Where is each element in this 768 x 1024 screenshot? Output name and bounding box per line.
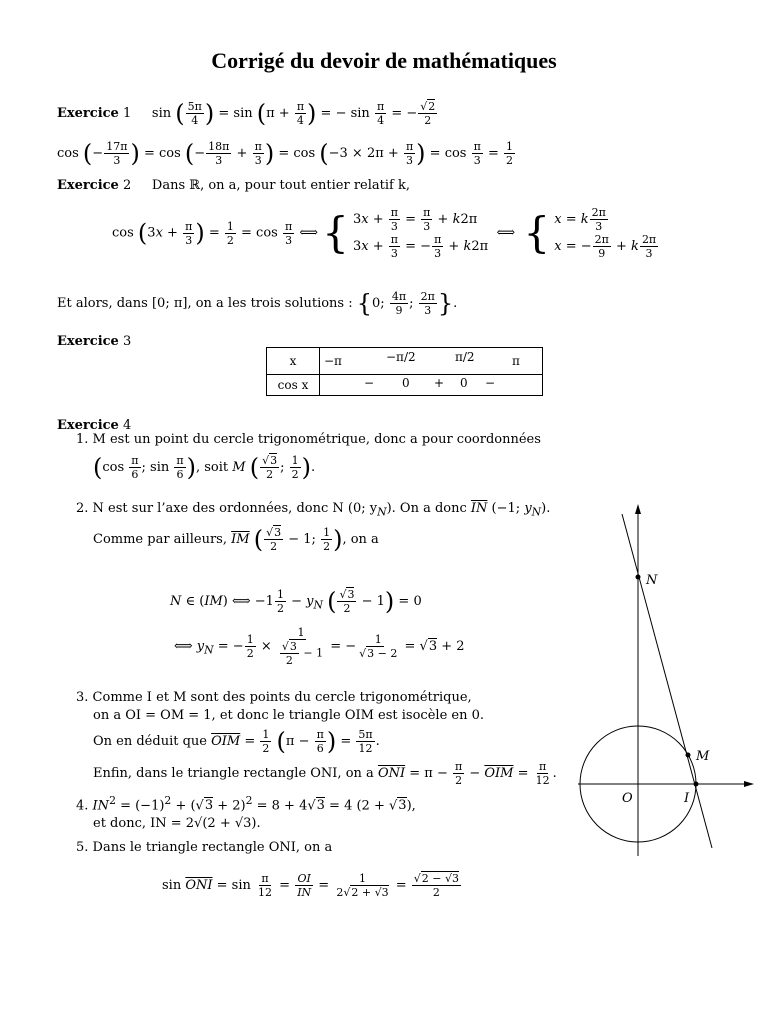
ex4-item3-text4: Enfin, dans le triangle rectangle ONI, on a — [93, 766, 374, 781]
ex4-item3-line3: On en déduit que $\overline{OIM}$ = $\frac{1}{2}$ (π − $\frac{\pi}{6}$ ) = $\frac{5\pi}{12}$ . — [93, 727, 380, 756]
ex3-num: 3 — [122, 334, 132, 349]
ex3-label: Exercice — [57, 334, 119, 349]
ex2-label: Exercice — [57, 178, 119, 193]
table-cell: cos x — [267, 375, 320, 396]
y-axis-arrow-icon — [635, 504, 641, 514]
trig-circle-figure — [570, 500, 760, 860]
ex4-item2-text2: ). On a donc — [386, 501, 467, 516]
table-cell-value: − — [485, 376, 496, 390]
ex4-item5-line1: 5. Dans le triangle rectangle ONI, on a — [76, 840, 333, 855]
ex4-item3-line1: 3. Comme I et M sont des points du cercle trigonométrique, — [76, 690, 472, 705]
sign-table — [266, 347, 543, 396]
table-cell-value: − — [364, 376, 375, 390]
ex4-item1: 1. M est un point du cercle trigonométrique, donc a pour coordonnées — [76, 432, 541, 447]
ex4-item3-text2: on a OI = OM = 1, et donc le triangle OIM est isocèle en 0. — [93, 708, 484, 723]
table-cell-value: 0 — [402, 376, 410, 390]
ex2-intro — [57, 178, 410, 193]
ex4-item3-line2 — [93, 708, 484, 723]
ex4-item3-text3: On en déduit que — [93, 734, 207, 749]
ex4-item2-line2: Comme par ailleurs, $\overline{IM}$ ( $\frac{√3}{2}$ − 1; $\frac{1}{2}$ ), on a — [93, 525, 379, 554]
ex4-num: 4 — [122, 418, 132, 433]
ex4-item1-coords: (cos $\frac{\pi}{6}$ ; sin $\frac{\pi}{6}$ ), soit M ( $\frac{√3}{2}$ ; $\frac{1}{2}$ ). — [93, 453, 316, 482]
ex4-label: Exercice — [57, 418, 119, 433]
ex4-heading — [57, 418, 131, 433]
table-cell: x — [267, 348, 320, 375]
point-I — [694, 782, 699, 787]
table-cell-value: + — [434, 376, 445, 390]
label-M: M — [696, 749, 710, 764]
table-cell-value: π — [512, 354, 520, 368]
ex4-item4-line1: 4. $IN^2 = (-1)^2 + (√3 + 2)^2 = 8 + 4√3 = 4$ (2 + √3), — [76, 794, 416, 814]
ex4-item4-line2 — [93, 816, 261, 831]
ex1-line2: cos (− $\frac{17\pi}{3}$ ) = cos (− $\frac{18\pi}{3}$ + $\frac{\pi}{3}$ ) = cos (−3 × 2π + $\frac{\pi}{3}$ ) = cos $\frac{\pi}{3}$ = $\frac{1}{2}$ — [57, 139, 514, 168]
table-cell-value: −π — [324, 354, 342, 368]
ex4-item2-text: N est sur l’axe des ordonnées, donc N (0; y — [92, 501, 378, 516]
label-I: I — [684, 791, 690, 806]
table-row — [267, 375, 543, 396]
ex4-item5-eq: $\sin \overline{ONI} = \sin$ $\frac{\pi}{12}$ = $\frac{OI}{IN}$ = $\frac{1}{2√2 + √3}$ = $\frac{√2 - √3}{2}$ — [162, 872, 459, 899]
ex1-line1: Exercice 1 sin ( $\frac{5\pi}{4}$ ) = sin (π + $\frac{\pi}{4}$ ) = − sin $\frac{\pi}{4}$ = − $\frac{√2}{2}$ — [57, 99, 436, 128]
ex2-conclusion: Et alors, dans [0; π], on a les trois solutions : {0; $\frac{4\pi}{9}$ ; $\frac{2\pi}{3}$ }. — [57, 289, 458, 318]
label-N: N — [646, 573, 658, 588]
ex4-eq1: N ∈ (IM) ⟺ −1 $\frac{1}{2}$ − $y_N$ ( $\frac{√3}{2}$ − 1) = 0 — [170, 587, 422, 616]
ex2-conclusion-text: Et alors, dans [0; π], on a les trois solutions : — [57, 296, 353, 311]
point-M — [686, 753, 691, 758]
point-N — [636, 575, 641, 580]
table-cell — [320, 375, 543, 396]
ex4-item3-line4: Enfin, dans le triangle rectangle ONI, on a $\overline{ONI} = \pi$ − $\frac{\pi}{2}$ − $\overline{OIM}$ = $\frac{\pi}{12}$ . — [93, 760, 557, 787]
ex4-item2-text3: Comme par ailleurs, — [93, 532, 227, 547]
line-NI — [622, 514, 712, 848]
ex4-eq2: ⟺ $y_N$ = − $\frac{1}{2}$ × 1 $\frac{√3}{2}$ − 1 = − $\frac{1}{√3 - 2}$ = √3 + 2 — [174, 626, 465, 667]
ex4-item2-text4: , on a — [342, 532, 379, 547]
table-cell — [320, 348, 543, 375]
ex4-item5-text1: Dans le triangle rectangle ONI, on a — [92, 840, 333, 855]
x-axis-arrow-icon — [744, 781, 754, 787]
ex4-item2: 2. N est sur l’axe des ordonnées, donc N (0; $y_N$). On a donc $\overline{IN}$ (−1; $y_N$). — [76, 501, 551, 519]
ex4-item1-text: M est un point du cercle trigonométrique, donc a pour coordonnées — [92, 432, 541, 447]
ex1-label: Exercice — [57, 106, 119, 121]
ex2-num: 2 — [122, 178, 132, 193]
ex2-system: cos (3x + $\frac{\pi}{3}$ ) = $\frac{1}{2}$ = cos $\frac{\pi}{3}$ ⟺ { 3x + $\frac{\pi}{3}$ = $\frac{\pi}{3}$ + k2π 3x + $\frac{\pi}{3}$ = − $\frac{\pi}{3}$ + k2π ⟺ { x = k $\frac{2\pi}{3}$ x = − $\frac{2\pi}{9}$ + k $\frac{2\pi}{3}$ — [112, 206, 657, 260]
ex4-item4-text2: et donc, IN = 2√(2 + √3). — [93, 816, 261, 831]
ex4-item3-text1: Comme I et M sont des points du cercle trigonométrique, — [92, 690, 472, 705]
table-row — [267, 348, 543, 375]
page-title: Corrigé du devoir de mathématiques — [211, 48, 557, 73]
ex3-heading — [57, 334, 131, 349]
ex1-num: 1 — [122, 106, 132, 121]
table-cell-value: 0 — [460, 376, 468, 390]
ex2-intro-text: Dans ℝ, on a, pour tout entier relatif k, — [151, 178, 410, 193]
table-cell-value: −π/2 — [386, 350, 416, 364]
table-cell-value: π/2 — [455, 350, 475, 364]
label-O: O — [622, 791, 633, 806]
